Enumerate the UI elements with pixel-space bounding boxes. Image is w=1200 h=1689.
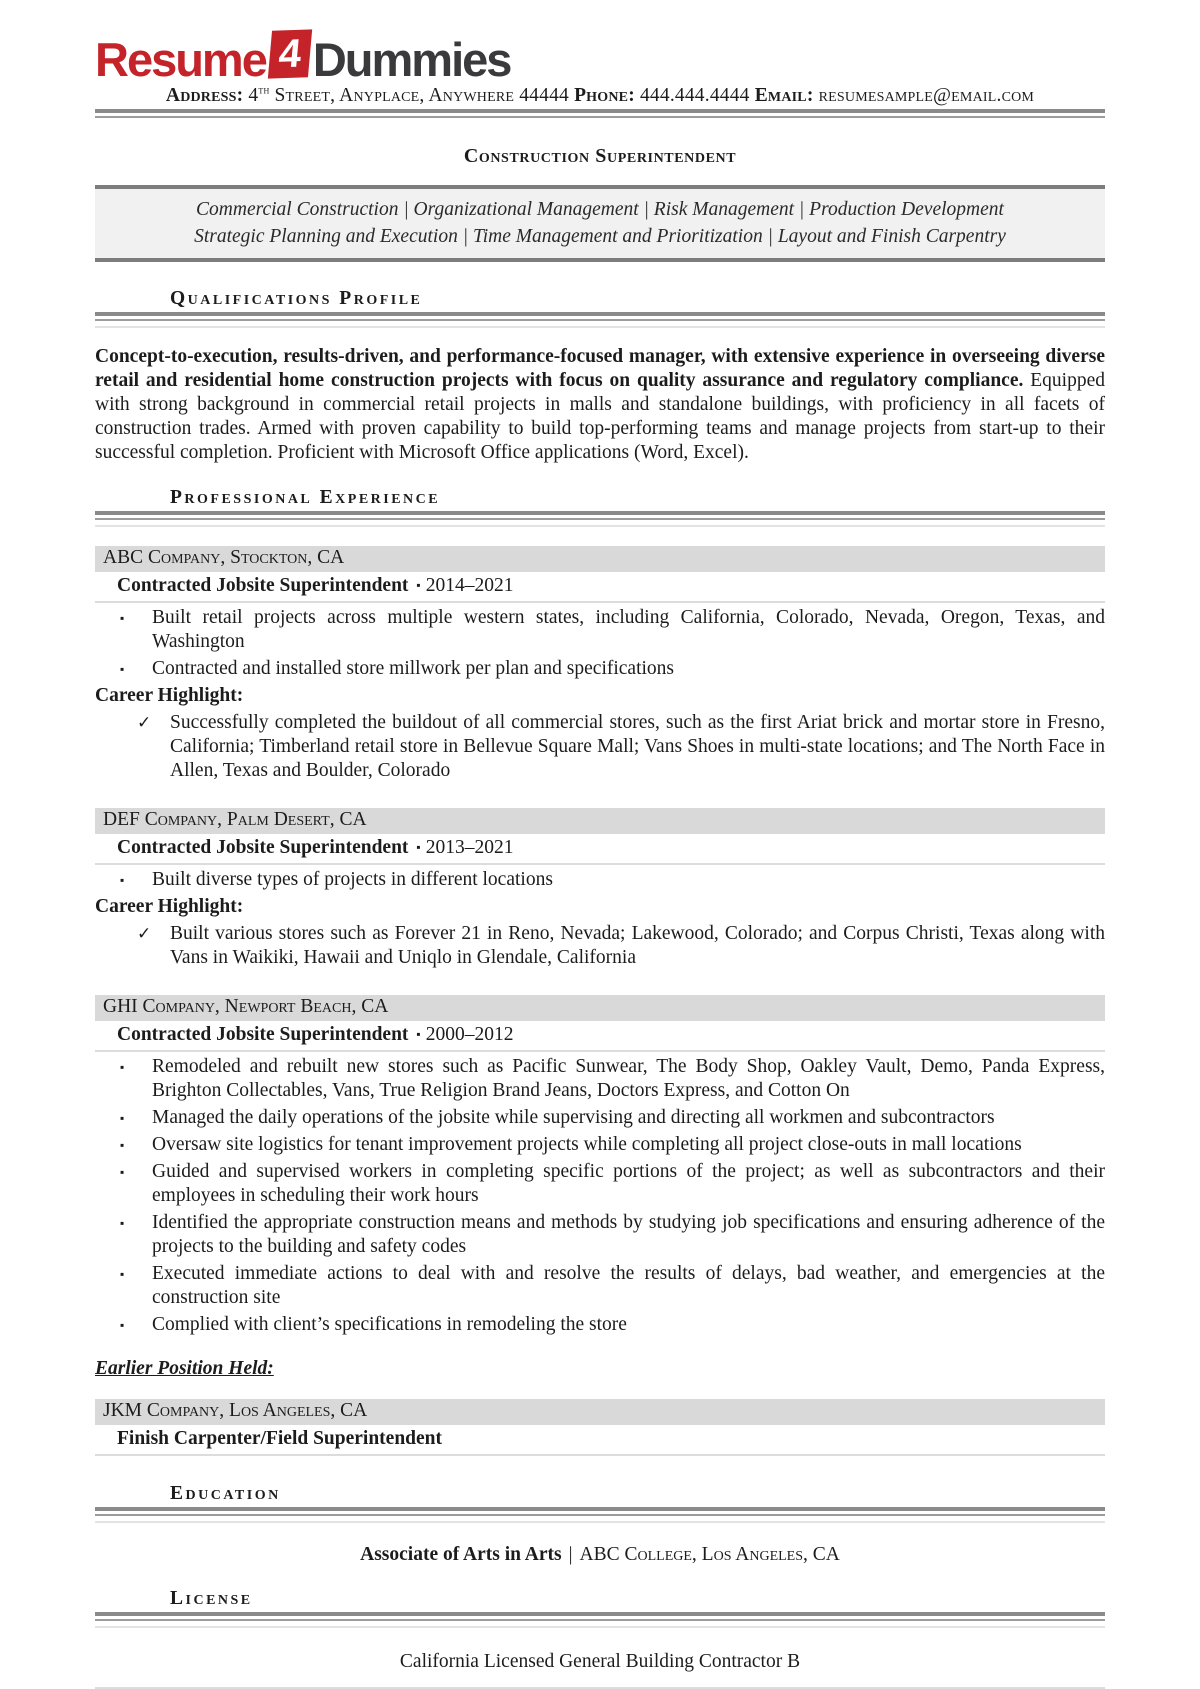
- bullet-text: Remodeled and rebuilt new stores such as Pacific Sunwear, The Body Shop, Oakley Vault, Demo, Panda Express, Brighton Collectables, Vans, True Religion Brand Jeans, Doctors Express, and Cotton On: [152, 1056, 1105, 1101]
- job-title-hairline: [95, 1050, 1105, 1052]
- email-label: Email:: [754, 85, 814, 106]
- bullet-text: Guided and supervised workers in completing specific portions of the project; as well as subcontractors and their employees in scheduling their work hours: [152, 1161, 1105, 1206]
- highlight-item: [95, 922, 1105, 970]
- bullet-item: [95, 657, 1105, 681]
- job-title-row: [117, 572, 1105, 601]
- bullet-text: Built diverse types of projects in different locations: [152, 869, 553, 890]
- header-divider: [95, 109, 1105, 118]
- career-highlight-label: Career Highlight:: [95, 896, 244, 917]
- bullet-item: [95, 1055, 1105, 1103]
- job-def: [95, 808, 1105, 970]
- title-date-separator-icon: ▪: [416, 1027, 421, 1041]
- degree-name: Associate of Arts in Arts: [360, 1544, 562, 1565]
- bullet-text: Contracted and installed store millwork per plan and specifications: [152, 658, 675, 679]
- skills-summary-box: [95, 185, 1105, 262]
- bullet-item: [95, 1160, 1105, 1208]
- earlier-position-label: Earlier Position Held:: [95, 1358, 274, 1379]
- license-entry: California Licensed General Building Contractor B: [399, 1651, 801, 1672]
- logo-resume-text: Resume: [95, 33, 266, 86]
- section-heading-education: Education: [170, 1483, 281, 1504]
- address-ordinal: th: [258, 84, 270, 97]
- bullet-item: [95, 606, 1105, 654]
- job-title-hairline: [95, 863, 1105, 865]
- section-heading-license: License: [170, 1588, 253, 1609]
- job-title-hairline: [95, 601, 1105, 603]
- phone-value: 444.444.4444: [634, 85, 755, 106]
- license-heading-rule: [95, 1612, 1105, 1621]
- resume4dummies-logo: [95, 30, 1105, 86]
- skills-line-2: Strategic Planning and Execution | Time Management and Prioritization | Layout and Finish Carpentry: [194, 226, 1006, 247]
- bullet-text: Identified the appropriate construction means and methods by studying job specifications and ensuring adherence of the projects to the building and safety codes: [152, 1212, 1105, 1257]
- logo-dummies-text: Dummies: [312, 33, 511, 86]
- job-title: Contracted Jobsite Superintendent: [117, 1024, 409, 1045]
- qualifications-paragraph: [95, 345, 1105, 465]
- job-jkm: [95, 1399, 1105, 1456]
- square-bullet-icon: ▪: [120, 1318, 125, 1332]
- company-bar: ABC Company, Stockton, CA: [95, 546, 1105, 572]
- job-title-hairline: [95, 1454, 1105, 1456]
- school-name: ABC College, Los Angeles, CA: [579, 1544, 840, 1565]
- square-bullet-icon: ▪: [120, 1138, 125, 1152]
- bullet-text: Built retail projects across multiple western states, including California, Colorado, Nevada, Oregon, Texas, and Washington: [152, 607, 1105, 652]
- qualifications-heading-rule-light: [95, 326, 1105, 328]
- square-bullet-icon: ▪: [120, 611, 125, 625]
- page-title: Construction Superintendent: [463, 145, 737, 167]
- job-title: Contracted Jobsite Superintendent: [117, 837, 409, 858]
- address-value: Street, Anyplace, Anywhere 44444: [269, 85, 575, 106]
- square-bullet-icon: ▪: [120, 873, 125, 887]
- square-bullet-icon: ▪: [120, 1111, 125, 1125]
- bullet-item: [95, 1133, 1105, 1157]
- square-bullet-icon: ▪: [120, 1216, 125, 1230]
- title-date-separator-icon: ▪: [416, 840, 421, 854]
- bullet-item: [95, 868, 1105, 892]
- highlight-item: [95, 711, 1105, 783]
- section-heading-qualifications: Qualifications Profile: [170, 288, 423, 309]
- bullet-item: [95, 1262, 1105, 1310]
- address-number: 4: [248, 85, 259, 106]
- qualifications-rest: Equipped with strong background in commercial retail projects in malls and standalone buildings, with proficiency in all facets of construction trades. Armed with proven capability to build top-performing teams and manage projects from start-up to their successful completion. Proficient with Microsoft Office applications (Word, Excel).: [95, 370, 1106, 463]
- square-bullet-icon: ▪: [120, 1267, 125, 1281]
- pipe-separator: |: [568, 1544, 573, 1565]
- highlight-text: Built various stores such as Forever 21 in Reno, Nevada; Lakewood, Colorado; and Corpus Christi, Texas along with Vans in Waikiki, Hawaii and Uniqlo in Glendale, California: [170, 923, 1105, 968]
- title-date-separator-icon: ▪: [416, 578, 421, 592]
- square-bullet-icon: ▪: [120, 1165, 125, 1179]
- email-value: resumesample@email.com: [813, 85, 1035, 106]
- job-ghi: [95, 995, 1105, 1337]
- job-dates: 2014–2021: [425, 575, 514, 596]
- bullet-item: [95, 1211, 1105, 1259]
- job-dates: 2013–2021: [425, 837, 514, 858]
- company-bar: GHI Company, Newport Beach, CA: [95, 995, 1105, 1021]
- bullet-item: [95, 1106, 1105, 1130]
- address-label: Address:: [165, 85, 244, 106]
- qualifications-heading-rule: [95, 312, 1105, 321]
- square-bullet-icon: ▪: [120, 662, 125, 676]
- contact-line: [95, 85, 1105, 107]
- company-bar: DEF Company, Palm Desert, CA: [95, 808, 1105, 834]
- phone-label: Phone:: [574, 85, 635, 106]
- section-heading-experience: Professional Experience: [170, 487, 441, 508]
- checkmark-icon: ✓: [137, 924, 152, 943]
- experience-heading-rule-light: [95, 525, 1105, 527]
- logo-4-badge-icon: 4: [268, 29, 312, 78]
- qualifications-lead: Concept-to-execution, results-driven, and performance-focused manager, with extensive experience in overseeing diverse retail and residential home construction projects with focus on quality assurance and regulatory compliance.: [95, 346, 1105, 391]
- bullet-text: Complied with client’s specifications in remodeling the store: [152, 1314, 627, 1335]
- job-title-row: [117, 834, 1105, 863]
- job-title-row: [117, 1021, 1105, 1050]
- education-heading-rule-light: [95, 1521, 1105, 1523]
- job-title: Contracted Jobsite Superintendent: [117, 575, 409, 596]
- skills-line-1: Commercial Construction | Organizational Management | Risk Management | Production Development: [196, 199, 1004, 220]
- bullet-text: Executed immediate actions to deal with and resolve the results of delays, bad weather, and emergencies at the construction site: [152, 1263, 1105, 1308]
- square-bullet-icon: ▪: [120, 1060, 125, 1074]
- job-abc: [95, 546, 1105, 783]
- job-dates: 2000–2012: [425, 1024, 514, 1045]
- bullet-item: [95, 1313, 1105, 1337]
- bullet-text: Oversaw site logistics for tenant improvement projects while completing all project close-outs in mall locations: [152, 1134, 1022, 1155]
- education-heading-rule: [95, 1507, 1105, 1516]
- job-title: Finish Carpenter/Field Superintendent: [117, 1428, 443, 1449]
- license-heading-rule-light: [95, 1626, 1105, 1628]
- education-entry: [95, 1544, 1105, 1566]
- highlight-text: Successfully completed the buildout of all commercial stores, such as the first Ariat brick and mortar store in Fresno, California; Timberland retail store in Bellevue Square Mall; Vans Shoes in multi-state locations; and The North Face in Allen, Texas and Boulder, Colorado: [170, 712, 1105, 781]
- bullet-text: Managed the daily operations of the jobsite while supervising and directing all workmen and subcontractors: [152, 1107, 995, 1128]
- checkmark-icon: ✓: [137, 713, 152, 732]
- experience-heading-rule: [95, 511, 1105, 520]
- job-title-row: [117, 1425, 1105, 1454]
- career-highlight-label: Career Highlight:: [95, 685, 244, 706]
- company-bar: JKM Company, Los Angeles, CA: [95, 1399, 1105, 1425]
